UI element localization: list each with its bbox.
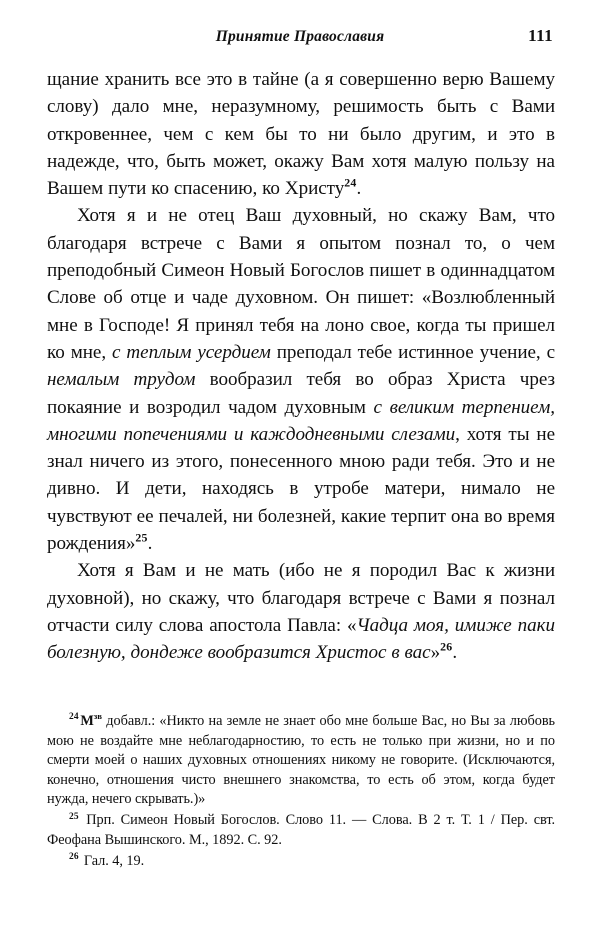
emphasis-text: немалым трудом (47, 369, 196, 391)
footnote-reference[interactable]: 24 (344, 175, 357, 190)
paragraph (47, 66, 555, 202)
paragraph (47, 557, 555, 666)
footnote-reference[interactable]: 26 (440, 639, 453, 654)
footnote-text: Гал. 4, 19. (80, 853, 145, 870)
running-head (47, 28, 553, 52)
footnote-block (47, 712, 555, 872)
footnote-marker[interactable]: 24 (69, 712, 79, 723)
body-text-run: . (147, 533, 153, 555)
footnote-text: Прп. Симеон Новый Богослов. Слово 11. — Слова. В 2 т. Т. 1 / Пер. свт. Феофана Вышинского. М., 1892. С. 92. (47, 812, 555, 849)
manuscript-siglum-superscript: зв (93, 711, 103, 722)
manuscript-siglum: $М^{зв}$ (80, 711, 103, 729)
body-text-run: , хотя ты не знал ничего из этого, понесенного мною ради тебя. Это и не дивно. И дети, находясь в утробе матери, нимало не чувствуют ее печалей, ни болезней, какие терпит она во время рождения» (47, 423, 555, 555)
body-text-run: преподал тебе истинное учение, с (270, 341, 556, 363)
body-text-run: . (356, 178, 362, 200)
body-text-run: » (430, 642, 441, 664)
footnote (47, 712, 555, 810)
emphasis-text: с теплым усердием (112, 341, 271, 363)
emphasis-text: с великим терпением, многими попечениями и каждодневными слезами (47, 396, 555, 445)
footnote-marker[interactable]: 26 (69, 852, 79, 863)
paragraph (47, 202, 555, 557)
footnote (47, 852, 555, 872)
footnote-text: добавл.: «Никто на земле не знает обо мне больше Вас, но Вы за любовь мою не воздайте мне неблагодарностию, то есть не только при жизни, но и по смерти моей о наших духовных отношениях никому не говорите. (Исключаются, конечно, отношения чисто внешнего знакомства, то есть об этом, когда будет нужда, нечего скрывать.)» (47, 713, 555, 808)
emphasis-text: Чадца моя, имиже паки болезную, дондеже вообразится Христос в вас (47, 614, 555, 664)
body-text-run: вообразил тебя во образ Христа чрез покаяние и возродил чадом духовным (47, 369, 556, 418)
footnote-reference[interactable]: 25 (135, 530, 148, 545)
body-text-run: щание хранить все это в тайне (а я совершенно верю Вашему слову) дало мне, неразумному, решимость быть с Вами откровеннее, чем с кем бы то ни было другим, и это в надежде, что, быть может, окажу Вам хотя малую пользу на Вашем пути ко спасению, ко Христу (47, 69, 555, 200)
running-head-title: Принятие Православия (215, 28, 385, 45)
page-number: 111 (528, 26, 553, 45)
body-text-run: . (452, 642, 458, 664)
body-text-run: Хотя я и не отец Ваш духовный, но скажу Вам, что благодаря встрече с Вами я опытом познал то, о чем преподобный Симеон Новый Богослов пишет в одиннадцатом Слове об отце и чаде духовном. Он пишет: «Возлюбленный мне в Господе! Я принял тебя на лоно свое, когда ты пришел ко мне, (47, 205, 555, 363)
body-text (47, 66, 555, 667)
body-text-run: Хотя я Вам и не мать (ибо не я породил Вас к жизни духовной), но скажу, что благодаря встрече с Вами я познал отчасти силу слова апостола Павла: « (47, 560, 555, 636)
footnote-marker[interactable]: 25 (69, 811, 79, 822)
footnote (47, 811, 555, 850)
